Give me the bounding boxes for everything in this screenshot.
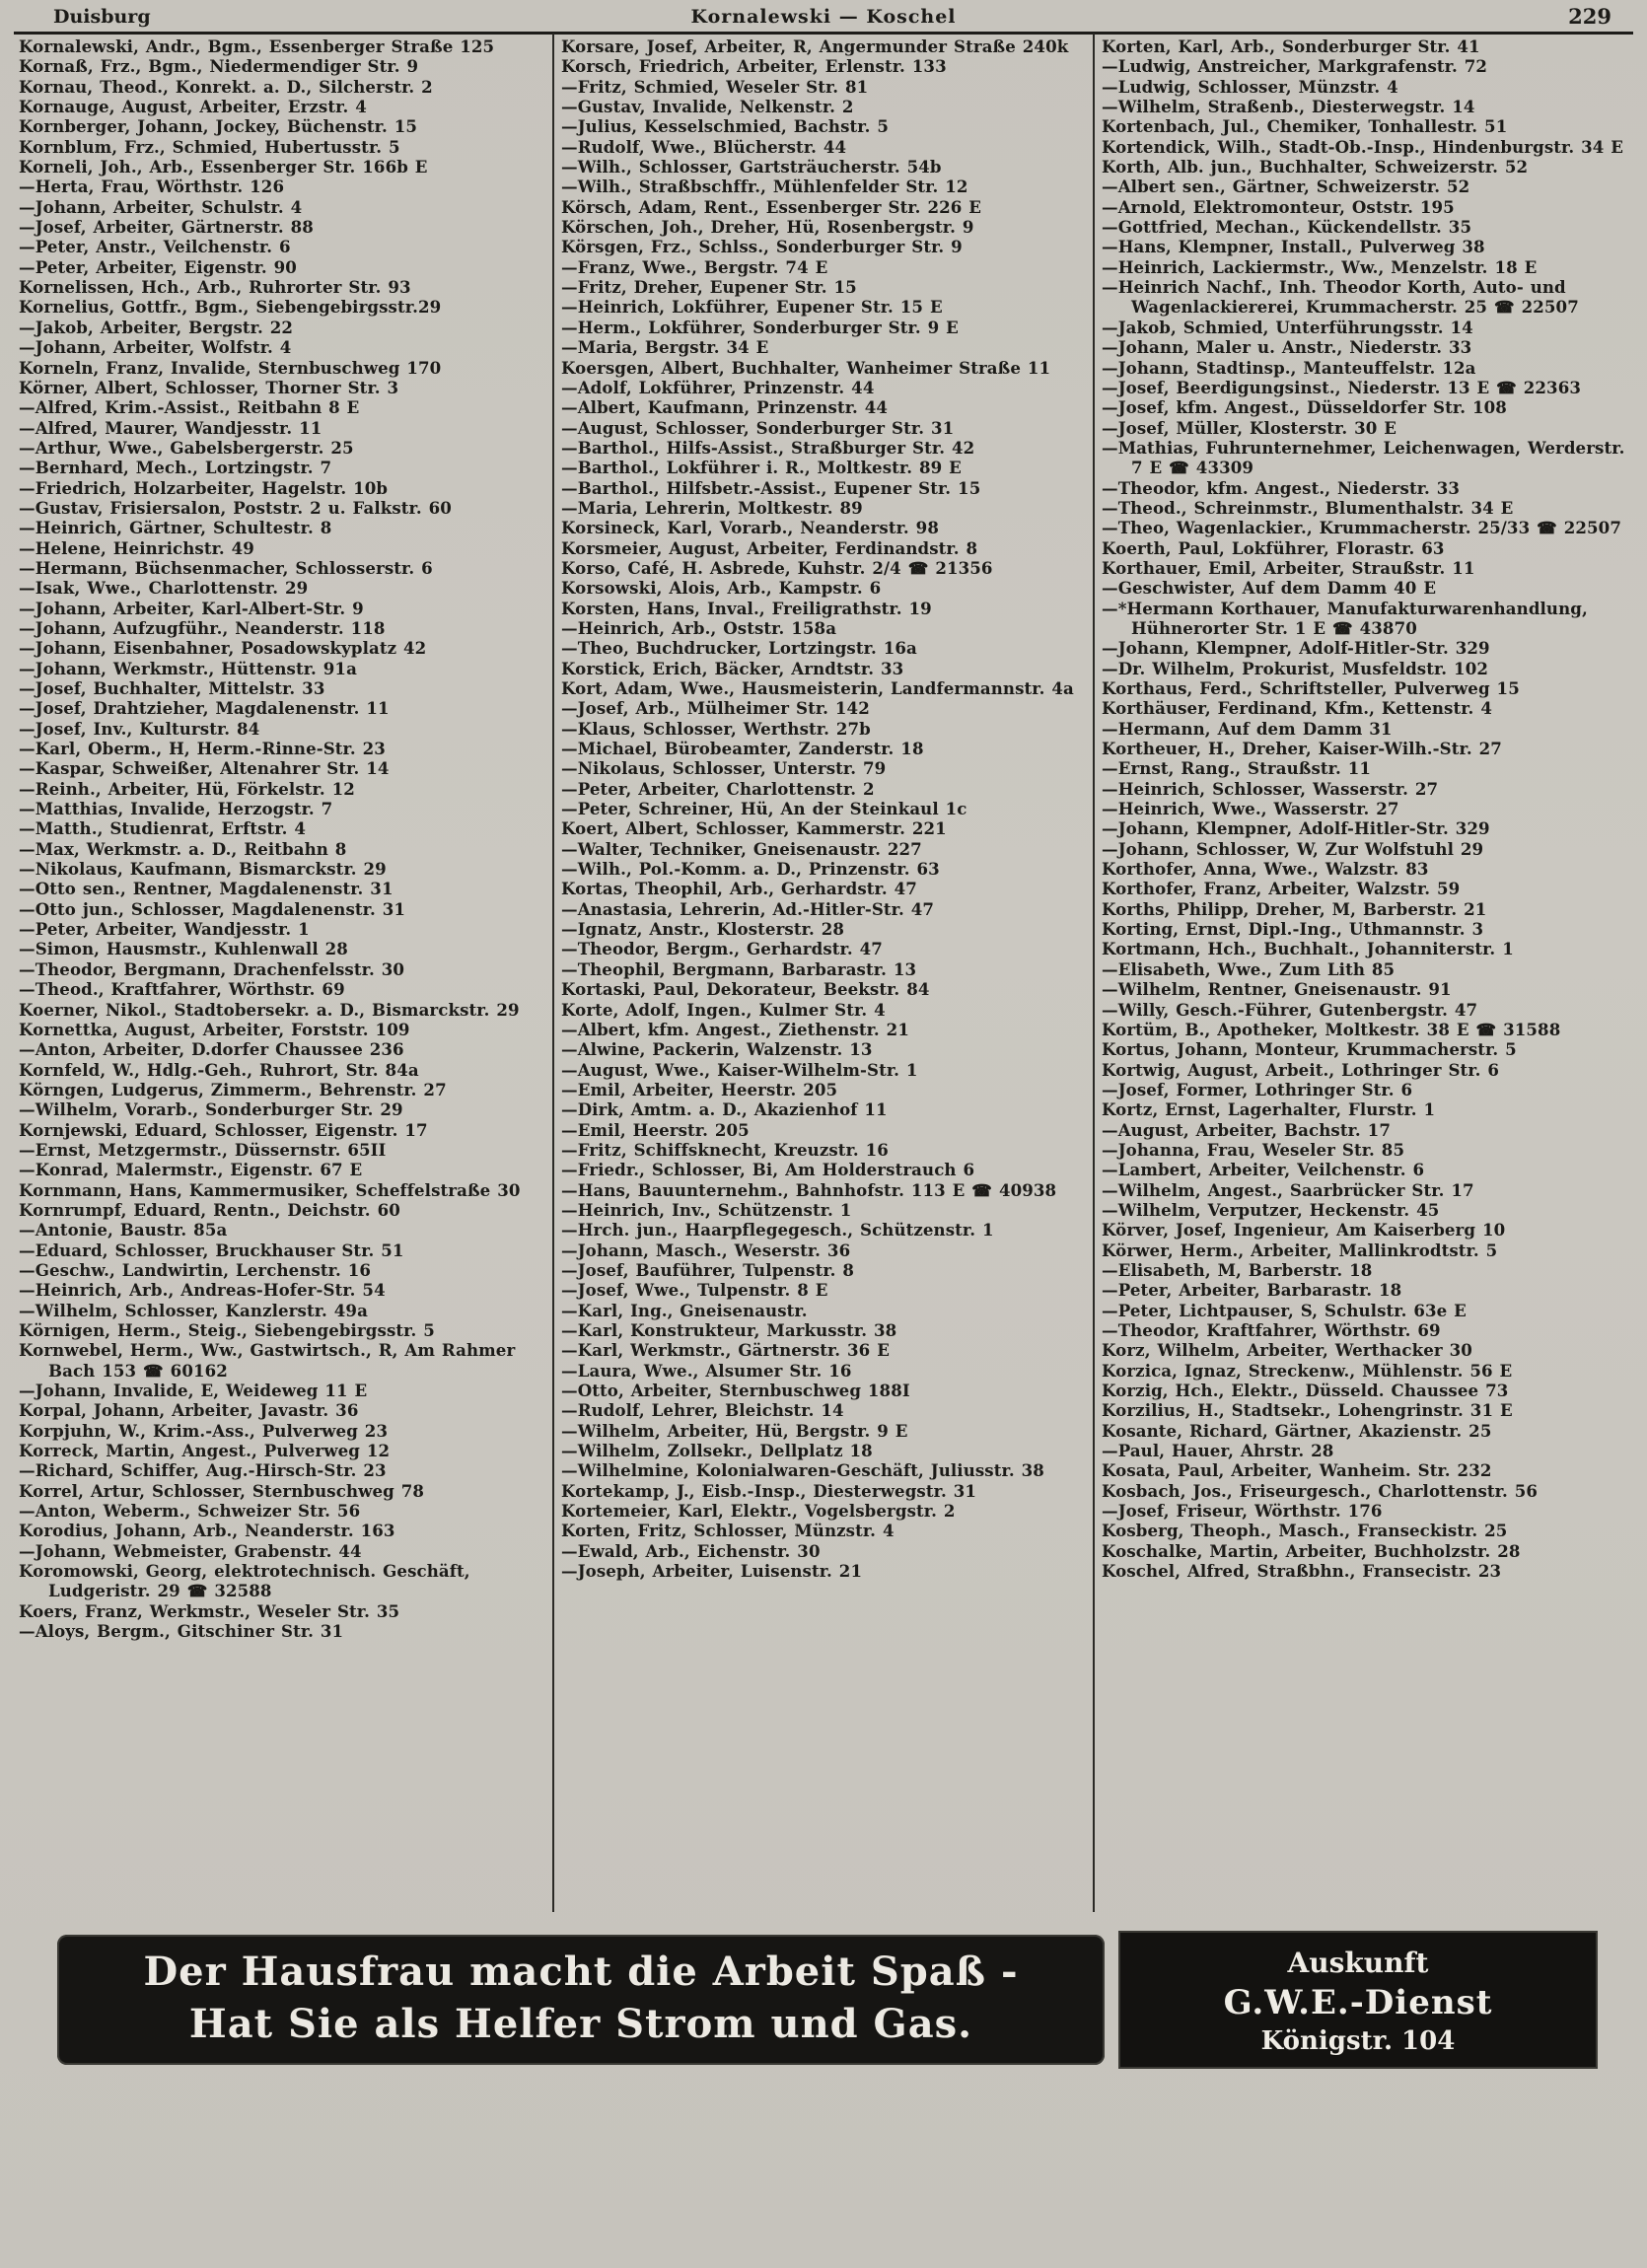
directory-entry: —Maria, Bergstr. 34 E — [561, 337, 769, 358]
directory-entry: —Barthol., Lokführer i. R., Moltkestr. 89 E — [561, 458, 962, 478]
directory-entry: —Anastasia, Lehrerin, Ad.-Hitler-Str. 47 — [561, 898, 935, 919]
directory-entry: Korsowski, Alois, Arb., Kampstr. 6 — [561, 578, 882, 599]
directory-entry: —Johann, Maler u. Anstr., Niederstr. 33 — [1102, 337, 1472, 358]
directory-entry: —Elisabeth, Wwe., Zum Lith 85 — [1102, 958, 1396, 979]
directory-entry: —Josef, Arbeiter, Gärtnerstr. 88 — [19, 217, 314, 238]
directory-entry: —Simon, Hausmstr., Kuhlenwall 28 — [19, 939, 348, 959]
directory-entry: —Isak, Wwe., Charlottenstr. 29 — [19, 578, 309, 599]
directory-entry: Korthofer, Anna, Wwe., Walzstr. 83 — [1102, 859, 1429, 880]
directory-entry: —Alfred, Maurer, Wandjesstr. 11 — [19, 417, 322, 438]
directory-entry: —Wilhelm, Schlosser, Kanzlerstr. 49a — [19, 1300, 368, 1320]
directory-entry: —Josef, Arb., Mülheimer Str. 142 — [561, 698, 870, 719]
directory-entry: —Theodor, Bergmann, Drachenfelsstr. 30 — [19, 958, 404, 979]
directory-entry: —Otto sen., Rentner, Magdalenenstr. 31 — [19, 879, 394, 899]
directory-entry: Kortaski, Paul, Dekorateur, Beekstr. 84 — [561, 979, 930, 1000]
directory-entry: —Geschw., Landwirtin, Lerchenstr. 16 — [19, 1259, 372, 1280]
directory-entry: —Hans, Bauunternehm., Bahnhofstr. 113 E ☎ 40938 — [561, 1179, 1057, 1200]
directory-entry: Körsch, Adam, Rent., Essenberger Str. 226 E — [561, 196, 982, 217]
directory-entry: Kortekamp, J., Eisb.-Insp., Diesterwegstr. 31 — [561, 1480, 976, 1501]
directory-entry: Kortas, Theophil, Arb., Gerhardstr. 47 — [561, 879, 917, 899]
directory-entry: —Johann, Webmeister, Grabenstr. 44 — [19, 1540, 362, 1561]
directory-entry: —Karl, Konstrukteur, Markusstr. 38 — [561, 1320, 897, 1340]
directory-entry: —Peter, Lichtpauser, S, Schulstr. 63e E — [1102, 1300, 1467, 1320]
directory-entry: —*Hermann Korthauer, Manufakturwarenhandlung, Hühnerorter Str. 1 E ☎ 43870 — [1102, 598, 1588, 638]
directory-entry: —Emil, Heerstr. 205 — [561, 1119, 750, 1140]
directory-entry: —Peter, Arbeiter, Wandjesstr. 1 — [19, 919, 310, 940]
directory-entry: —Wilh., Schlosser, Gartsträucherstr. 54b — [561, 157, 942, 177]
directory-entry: Korso, Café, H. Asbrede, Kuhstr. 2/4 ☎ 21356 — [561, 557, 993, 578]
directory-entry: —Wilhelm, Rentner, Gneisenaustr. 91 — [1102, 979, 1452, 1000]
directory-entry: Koerner, Nikol., Stadtobersekr. a. D., Bismarckstr. 29 — [19, 999, 520, 1020]
directory-entry: —Ludwig, Schlosser, Münzstr. 4 — [1102, 76, 1398, 97]
directory-entry: Korthauer, Emil, Arbeiter, Straußstr. 11 — [1102, 557, 1475, 578]
directory-entry: —Wilhelm, Straßenb., Diesterwegstr. 14 — [1102, 97, 1475, 117]
directory-entry: —Heinrich, Wwe., Wasserstr. 27 — [1102, 799, 1399, 819]
directory-entry: —Otto, Arbeiter, Sternbuschweg 188I — [561, 1381, 910, 1401]
directory-entry: —Theophil, Bergmann, Barbarastr. 13 — [561, 958, 917, 979]
directory-entry: —Arthur, Wwe., Gabelsbergerstr. 25 — [19, 437, 354, 458]
directory-entry: Kornrumpf, Eduard, Rentn., Deichstr. 60 — [19, 1199, 400, 1220]
directory-entry: —Friedrich, Holzarbeiter, Hagelstr. 10b — [19, 477, 389, 498]
directory-entry: —Fritz, Dreher, Eupener Str. 15 — [561, 277, 857, 298]
directory-entry: Kosata, Paul, Arbeiter, Wanheim. Str. 232 — [1102, 1460, 1492, 1481]
directory-entry: Korsineck, Karl, Vorarb., Neanderstr. 98 — [561, 518, 939, 538]
directory-entry: Korstick, Erich, Bäcker, Arndtstr. 33 — [561, 658, 904, 678]
directory-entry: —Maria, Lehrerin, Moltkestr. 89 — [561, 497, 863, 518]
directory-entry: —Mathias, Fuhrunternehmer, Leichenwagen, Werderstr. 7 E ☎ 43309 — [1102, 437, 1625, 478]
directory-entry: —Arnold, Elektromonteur, Oststr. 195 — [1102, 196, 1455, 217]
directory-entry: —Josef, Buchhalter, Mittelstr. 33 — [19, 678, 325, 698]
directory-entry: —Alfred, Krim.-Assist., Reitbahn 8 E — [19, 397, 360, 418]
directory-entry: —Herm., Lokführer, Sonderburger Str. 9 E — [561, 317, 959, 337]
directory-entry: Kornwebel, Herm., Ww., Gastwirtsch., R, Am Rahmer Bach 153 ☎ 60162 — [19, 1340, 516, 1381]
directory-entry: —Peter, Schreiner, Hü, An der Steinkaul 1c — [561, 799, 967, 819]
directory-entry: Korthaus, Ferd., Schriftsteller, Pulverweg 15 — [1102, 678, 1520, 698]
advertisement-banner — [57, 1935, 1105, 2065]
directory-entry: Korsmeier, August, Arbeiter, Ferdinandstr. 8 — [561, 537, 978, 558]
directory-entry: —Gustav, Frisiersalon, Poststr. 2 u. Falkstr. 60 — [19, 497, 452, 518]
directory-entry: —Karl, Ing., Gneisenaustr. — [561, 1300, 808, 1320]
directory-entry: Korte, Adolf, Ingen., Kulmer Str. 4 — [561, 999, 886, 1020]
directory-entry: —Otto jun., Schlosser, Magdalenenstr. 31 — [19, 898, 406, 919]
directory-entry: —Theod., Kraftfahrer, Wörthstr. 69 — [19, 979, 345, 1000]
directory-entry: —Joseph, Arbeiter, Luisenstr. 21 — [561, 1561, 863, 1582]
directory-entry: Korodius, Johann, Arb., Neanderstr. 163 — [19, 1521, 395, 1541]
directory-entry: —Johann, Schlosser, W, Zur Wolfstuhl 29 — [1102, 838, 1484, 859]
ad-info-address: Königstr. 104 — [1260, 2026, 1456, 2056]
directory-entry: Kornjewski, Eduard, Schlosser, Eigenstr. 17 — [19, 1119, 428, 1140]
directory-entry: Körschen, Joh., Dreher, Hü, Rosenbergstr. 9 — [561, 217, 974, 238]
page-header — [14, 6, 1633, 35]
directory-entry: —Heinrich Nachf., Inh. Theodor Korth, Auto- und Wagenlackiererei, Krummacherstr. 25 ☎ 22507 — [1102, 277, 1579, 318]
directory-entry: —Johanna, Frau, Weseler Str. 85 — [1102, 1139, 1405, 1160]
directory-entry: —Johann, Klempner, Adolf-Hitler-Str. 329 — [1102, 818, 1490, 839]
directory-entry: —Josef, Beerdigungsinst., Niederstr. 13 E ☎ 22363 — [1102, 377, 1581, 397]
directory-entry: —Heinrich, Schlosser, Wasserstr. 27 — [1102, 778, 1439, 799]
directory-entry: Korzig, Hch., Elektr., Düsseld. Chaussee 73 — [1102, 1381, 1509, 1401]
directory-entry: —Peter, Anstr., Veilchenstr. 6 — [19, 237, 291, 257]
directory-entry: —Johann, Aufzugführ., Neanderstr. 118 — [19, 617, 386, 638]
directory-entry: —Fritz, Schiffsknecht, Kreuzstr. 16 — [561, 1139, 889, 1160]
directory-entry: —Max, Werkmstr. a. D., Reitbahn 8 — [19, 838, 347, 859]
directory-entry: —Dirk, Amtm. a. D., Akazienhof 11 — [561, 1099, 888, 1120]
directory-entry: —Barthol., Hilfs-Assist., Straßburger Str. 42 — [561, 437, 975, 458]
directory-entry: Kosante, Richard, Gärtner, Akazienstr. 25 — [1102, 1420, 1492, 1441]
directory-entry: —Johann, Werkmstr., Hüttenstr. 91a — [19, 658, 357, 678]
directory-entry: —Johann, Eisenbahner, Posadowskyplatz 42 — [19, 638, 427, 659]
directory-entry: —Kaspar, Schweißer, Altenahrer Str. 14 — [19, 758, 390, 779]
directory-entry: —Josef, Drahtzieher, Magdalenenstr. 11 — [19, 698, 390, 719]
directory-entry: Korpal, Johann, Arbeiter, Javastr. 36 — [19, 1400, 359, 1421]
directory-entry: —Rudolf, Lehrer, Bleichstr. 14 — [561, 1400, 844, 1421]
directory-entry: Korzilius, H., Stadtsekr., Lohengrinstr. 31 E — [1102, 1400, 1513, 1421]
directory-entry: Kortus, Johann, Monteur, Krummacherstr. 5 — [1102, 1039, 1517, 1060]
directory-entry: Kornettka, August, Arbeiter, Forststr. 109 — [19, 1019, 410, 1039]
directory-entry: Korpjuhn, W., Krim.-Ass., Pulverweg 23 — [19, 1420, 389, 1441]
directory-entry: Korsten, Hans, Inval., Freiligrathstr. 19 — [561, 598, 932, 618]
directory-entry: —Wilhelm, Zollsekr., Dellplatz 18 — [561, 1441, 873, 1461]
directory-entry: —Theo, Wagenlackier., Krummacherstr. 25/33 ☎ 22507 — [1102, 518, 1621, 538]
directory-entry: Koromowski, Georg, elektrotechnisch. Geschäft, Ludgeristr. 29 ☎ 32588 — [19, 1561, 470, 1601]
directory-entry: —Antonie, Baustr. 85a — [19, 1220, 228, 1240]
directory-entry: Körnigen, Herm., Steig., Siebengebirgsstr. 5 — [19, 1320, 435, 1340]
directory-entry: —Albert sen., Gärtner, Schweizerstr. 52 — [1102, 177, 1470, 197]
ad-line-2: Hat Sie als Helfer Strom und Gas. — [188, 2001, 973, 2047]
directory-entry: —Geschwister, Auf dem Damm 40 E — [1102, 578, 1437, 599]
directory-entry: Korneln, Franz, Invalide, Sternbuschweg 170 — [19, 357, 442, 378]
directory-entry: Kortheuer, H., Dreher, Kaiser-Wilh.-Str. 27 — [1102, 739, 1502, 759]
directory-entry: —Johann, Invalide, E, Weideweg 11 E — [19, 1381, 368, 1401]
directory-entry: Kornmann, Hans, Kammermusiker, Scheffelstraße 30 — [19, 1179, 521, 1200]
directory-entry: —Wilh., Pol.-Komm. a. D., Prinzenstr. 63 — [561, 859, 940, 880]
directory-entry: Koers, Franz, Werkmstr., Weseler Str. 35 — [19, 1600, 400, 1621]
directory-column-2 — [552, 34, 1093, 1912]
directory-entry: —Johann, Arbeiter, Karl-Albert-Str. 9 — [19, 598, 364, 618]
directory-entry: Korrel, Artur, Schlosser, Sternbuschweg 78 — [19, 1480, 425, 1501]
directory-entry: —Anton, Arbeiter, D.dorfer Chaussee 236 — [19, 1039, 404, 1060]
directory-entry: —Theodor, Kraftfahrer, Wörthstr. 69 — [1102, 1320, 1441, 1340]
directory-entry: Korzica, Ignaz, Streckenw., Mühlenstr. 56 E — [1102, 1360, 1513, 1381]
directory-entry: —Michael, Bürobeamter, Zanderstr. 18 — [561, 739, 924, 759]
directory-entry: —Theod., Schreinmstr., Blumenthalstr. 34 E — [1102, 497, 1514, 518]
directory-entry: —Paul, Hauer, Ahrstr. 28 — [1102, 1441, 1334, 1461]
directory-entry: —Nikolaus, Schlosser, Unterstr. 79 — [561, 758, 887, 779]
directory-entry: Kortmann, Hch., Buchhalt., Johanniterstr. 1 — [1102, 939, 1514, 959]
directory-entry: —Heinrich, Inv., Schützenstr. 1 — [561, 1199, 852, 1220]
directory-entry: —Adolf, Lokführer, Prinzenstr. 44 — [561, 377, 875, 397]
directory-entry: —Peter, Arbeiter, Barbarastr. 18 — [1102, 1280, 1402, 1301]
directory-entry: —Heinrich, Arb., Andreas-Hofer-Str. 54 — [19, 1280, 386, 1301]
directory-entry: Korz, Wilhelm, Arbeiter, Werthacker 30 — [1102, 1340, 1472, 1361]
directory-entry: Korths, Philipp, Dreher, M, Barberstr. 21 — [1102, 898, 1487, 919]
directory-entry: —Wilh., Straßbschffr., Mühlenfelder Str. 12 — [561, 177, 968, 197]
directory-entry: —Ludwig, Anstreicher, Markgrafenstr. 72 — [1102, 56, 1488, 77]
ad-info-name: G.W.E.-Dienst — [1223, 1983, 1493, 2022]
directory-entry: Korten, Karl, Arb., Sonderburger Str. 41 — [1102, 36, 1480, 56]
directory-entry: Koert, Albert, Schlosser, Kammerstr. 221 — [561, 818, 947, 839]
directory-entry: —Anton, Weberm., Schweizer Str. 56 — [19, 1501, 361, 1522]
directory-entry: —Theo, Buchdrucker, Lortzingstr. 16a — [561, 638, 917, 659]
directory-entry: Kortendick, Wilh., Stadt-Ob.-Insp., Hindenburgstr. 34 E — [1102, 136, 1624, 157]
directory-entry: —Hrch. jun., Haarpflegegesch., Schützenstr. 1 — [561, 1220, 994, 1240]
directory-entry: Korten, Fritz, Schlosser, Münzstr. 4 — [561, 1521, 895, 1541]
directory-entry: —Jakob, Arbeiter, Bergstr. 22 — [19, 317, 294, 337]
directory-entry: —Nikolaus, Kaufmann, Bismarckstr. 29 — [19, 859, 387, 880]
directory-entry: —Heinrich, Lackiermstr., Ww., Menzelstr. 18 E — [1102, 256, 1538, 277]
directory-entry: —Wilhelmine, Kolonialwaren-Geschäft, Juliusstr. 38 — [561, 1460, 1044, 1481]
directory-entry: —August, Arbeiter, Bachstr. 17 — [1102, 1119, 1391, 1140]
directory-entry: —Dr. Wilhelm, Prokurist, Musfeldstr. 102 — [1102, 658, 1488, 678]
directory-entry: —Josef, Wwe., Tulpenstr. 8 E — [561, 1280, 828, 1301]
directory-entry: —Karl, Werkmstr., Gärtnerstr. 36 E — [561, 1340, 890, 1361]
directory-entry: —Helene, Heinrichstr. 49 — [19, 537, 254, 558]
directory-entry: —Albert, kfm. Angest., Ziethenstr. 21 — [561, 1019, 909, 1039]
directory-entry: —Heinrich, Lokführer, Eupener Str. 15 E — [561, 297, 943, 318]
directory-entry: —Heinrich, Arb., Oststr. 158a — [561, 617, 837, 638]
directory-entry: —Heinrich, Gärtner, Schultestr. 8 — [19, 518, 332, 538]
directory-entry: Körwer, Herm., Arbeiter, Mallinkrodtstr. 5 — [1102, 1240, 1498, 1260]
directory-entry: —Josef, Inv., Kulturstr. 84 — [19, 718, 260, 739]
directory-entry: Koerth, Paul, Lokführer, Florastr. 63 — [1102, 537, 1445, 558]
directory-entry: —Wilhelm, Angest., Saarbrücker Str. 17 — [1102, 1179, 1474, 1200]
advertisement-info-box — [1118, 1931, 1598, 2069]
directory-entry: Korneli, Joh., Arb., Essenberger Str. 166b E — [19, 157, 428, 177]
directory-entry: Kornaß, Frz., Bgm., Niedermendiger Str. 9 — [19, 56, 419, 77]
directory-entry: —Bernhard, Mech., Lortzingstr. 7 — [19, 458, 332, 478]
directory-entry: Kortüm, B., Apotheker, Moltkestr. 38 E ☎ 31588 — [1102, 1019, 1561, 1039]
directory-entry: Körsgen, Frz., Schlss., Sonderburger Str. 9 — [561, 237, 963, 257]
directory-entry: —Johann, Stadtinsp., Manteuffelstr. 12a — [1102, 357, 1476, 378]
directory-entry: —Barthol., Hilfsbetr.-Assist., Eupener Str. 15 — [561, 477, 981, 498]
ad-info-title: Auskunft — [1287, 1947, 1429, 1979]
directory-entry: —Hans, Klempner, Install., Pulverweg 38 — [1102, 237, 1485, 257]
directory-entry: —Josef, kfm. Angest., Düsseldorfer Str. 108 — [1102, 397, 1507, 418]
directory-entry: Kornberger, Johann, Jockey, Büchenstr. 15 — [19, 116, 418, 137]
directory-entry: Kortemeier, Karl, Elektr., Vogelsbergstr. 2 — [561, 1501, 956, 1522]
directory-entry: Korting, Ernst, Dipl.-Ing., Uthmannstr. 3 — [1102, 919, 1484, 940]
directory-entry: Kornalewski, Andr., Bgm., Essenberger Straße 125 — [19, 36, 495, 56]
directory-entry: Koersgen, Albert, Buchhalter, Wanheimer Straße 11 — [561, 357, 1051, 378]
directory-entry: —Matth., Studienrat, Erftstr. 4 — [19, 818, 307, 839]
directory-entry: —Josef, Bauführer, Tulpenstr. 8 — [561, 1259, 855, 1280]
page-number: 229 — [1568, 4, 1611, 29]
directory-entry: —Willy, Gesch.-Führer, Gutenbergstr. 47 — [1102, 999, 1478, 1020]
directory-entry: —Ernst, Rang., Straußstr. 11 — [1102, 758, 1372, 779]
directory-entry: —Wilhelm, Verputzer, Heckenstr. 45 — [1102, 1199, 1440, 1220]
directory-entry: Korreck, Martin, Angest., Pulverweg 12 — [19, 1441, 391, 1461]
directory-entry: Körngen, Ludgerus, Zimmerm., Behrenstr. 27 — [19, 1079, 447, 1099]
directory-entry: Kort, Adam, Wwe., Hausmeisterin, Landfermannstr. 4a — [561, 678, 1074, 698]
directory-entry: —Laura, Wwe., Alsumer Str. 16 — [561, 1360, 852, 1381]
directory-entry: Kortz, Ernst, Lagerhalter, Flurstr. 1 — [1102, 1099, 1436, 1120]
directory-entry: —Friedr., Schlosser, Bi, Am Holderstrauch 6 — [561, 1160, 975, 1180]
directory-entry: Kosbach, Jos., Friseurgesch., Charlottenstr. 56 — [1102, 1480, 1539, 1501]
directory-entry: —Peter, Arbeiter, Charlottenstr. 2 — [561, 778, 875, 799]
directory-entry: —Matthias, Invalide, Herzogstr. 7 — [19, 799, 333, 819]
directory-entry: Korthäuser, Ferdinand, Kfm., Kettenstr. 4 — [1102, 698, 1492, 719]
directory-entry: —Klaus, Schlosser, Werthstr. 27b — [561, 718, 871, 739]
directory-entry: Koschalke, Martin, Arbeiter, Buchholzstr. 28 — [1102, 1540, 1521, 1561]
directory-entry: —Johann, Arbeiter, Wolfstr. 4 — [19, 337, 292, 358]
directory-entry: —Theodor, kfm. Angest., Niederstr. 33 — [1102, 477, 1461, 498]
directory-entry: Körver, Josef, Ingenieur, Am Kaiserberg 10 — [1102, 1220, 1506, 1240]
directory-entry: —Herta, Frau, Wörthstr. 126 — [19, 177, 285, 197]
directory-entry: Kortenbach, Jul., Chemiker, Tonhallestr. 51 — [1102, 116, 1508, 137]
directory-entry: —Johann, Klempner, Adolf-Hitler-Str. 329 — [1102, 638, 1490, 659]
directory-entry: —Peter, Arbeiter, Eigenstr. 90 — [19, 256, 297, 277]
directory-entry: —August, Wwe., Kaiser-Wilhelm-Str. 1 — [561, 1059, 918, 1080]
directory-column-3 — [1093, 34, 1633, 1912]
directory-entry: Kornauge, August, Arbeiter, Erzstr. 4 — [19, 97, 367, 117]
directory-entry: —Theodor, Bergm., Gerhardstr. 47 — [561, 939, 883, 959]
directory-entry: —Wilhelm, Vorarb., Sonderburger Str. 29 — [19, 1099, 403, 1120]
directory-entry: —Walter, Techniker, Gneisenaustr. 227 — [561, 838, 922, 859]
directory-entry: —Gottfried, Mechan., Kückendellstr. 35 — [1102, 217, 1472, 238]
directory-entry: —Richard, Schiffer, Aug.-Hirsch-Str. 23 — [19, 1460, 387, 1481]
directory-entry: —Ewald, Arb., Eichenstr. 30 — [561, 1540, 821, 1561]
directory-entry: —Emil, Arbeiter, Heerstr. 205 — [561, 1079, 838, 1099]
directory-entry: —Elisabeth, M, Barberstr. 18 — [1102, 1259, 1373, 1280]
directory-entry: Körner, Albert, Schlosser, Thorner Str. 3 — [19, 377, 399, 397]
directory-entry: —Josef, Müller, Klosterstr. 30 E — [1102, 417, 1397, 438]
directory-entry: Korsare, Josef, Arbeiter, R, Angermunder Straße 240k — [561, 36, 1069, 56]
directory-entry: Kornblum, Frz., Schmied, Hubertusstr. 5 — [19, 136, 400, 157]
directory-entry: —Franz, Wwe., Bergstr. 74 E — [561, 256, 828, 277]
directory-entry: —Jakob, Schmied, Unterführungsstr. 14 — [1102, 317, 1473, 337]
directory-entry: —Hermann, Büchsenmacher, Schlosserstr. 6 — [19, 557, 433, 578]
directory-column-1 — [12, 34, 552, 1912]
directory-entry: —Eduard, Schlosser, Bruckhauser Str. 51 — [19, 1240, 404, 1260]
directory-entry: —Karl, Oberm., H, Herm.-Rinne-Str. 23 — [19, 739, 386, 759]
directory-entry: —Gustav, Invalide, Nelkenstr. 2 — [561, 97, 854, 117]
directory-entry: —Konrad, Malermstr., Eigenstr. 67 E — [19, 1160, 363, 1180]
directory-entry: —Josef, Friseur, Wörthstr. 176 — [1102, 1501, 1383, 1522]
directory-entry: —Lambert, Arbeiter, Veilchenstr. 6 — [1102, 1160, 1425, 1180]
directory-entry: —August, Schlosser, Sonderburger Str. 31 — [561, 417, 955, 438]
directory-entry: —Albert, Kaufmann, Prinzenstr. 44 — [561, 397, 889, 418]
directory-entry: —Julius, Kesselschmied, Bachstr. 5 — [561, 116, 889, 137]
directory-entry: —Hermann, Auf dem Damm 31 — [1102, 718, 1393, 739]
directory-entry: —Aloys, Bergm., Gitschiner Str. 31 — [19, 1621, 344, 1642]
directory-entry: Kornau, Theod., Konrekt. a. D., Silcherstr. 2 — [19, 76, 433, 97]
directory-entry: —Alwine, Packerin, Walzenstr. 13 — [561, 1039, 873, 1060]
directory-entry: Kortwig, August, Arbeit., Lothringer Str. 6 — [1102, 1059, 1500, 1080]
directory-entry: —Ignatz, Anstr., Klosterstr. 28 — [561, 919, 844, 940]
directory-entry: —Johann, Arbeiter, Schulstr. 4 — [19, 196, 303, 217]
directory-entry: Kosberg, Theoph., Masch., Franseckistr. 25 — [1102, 1521, 1508, 1541]
directory-entry: Kornfeld, W., Hdlg.-Geh., Ruhrort, Str. 84a — [19, 1059, 419, 1080]
directory-entry: —Ernst, Metzgermstr., Düssernstr. 65II — [19, 1139, 387, 1160]
directory-entry: Korth, Alb. jun., Buchhalter, Schweizerstr. 52 — [1102, 157, 1529, 177]
directory-entry: —Wilhelm, Arbeiter, Hü, Bergstr. 9 E — [561, 1420, 908, 1441]
directory-entry: Kornelissen, Hch., Arb., Ruhrorter Str. 93 — [19, 277, 411, 298]
directory-entry: —Josef, Former, Lothringer Str. 6 — [1102, 1079, 1413, 1099]
directory-entry: Korthofer, Franz, Arbeiter, Walzstr. 59 — [1102, 879, 1461, 899]
header-name-range: Kornalewski — Koschel — [690, 6, 957, 28]
directory-entry: Korsch, Friedrich, Arbeiter, Erlenstr. 133 — [561, 56, 947, 77]
directory-entry: —Reinh., Arbeiter, Hü, Förkelstr. 12 — [19, 778, 355, 799]
directory-entry: —Fritz, Schmied, Weseler Str. 81 — [561, 76, 869, 97]
directory-entry: —Rudolf, Wwe., Blücherstr. 44 — [561, 136, 847, 157]
directory-entry: —Johann, Masch., Weserstr. 36 — [561, 1240, 851, 1260]
directory-entry: Kornelius, Gottfr., Bgm., Siebengebirgsstr.29 — [19, 297, 442, 318]
directory-columns — [12, 34, 1635, 1912]
ad-line-1: Der Hausfrau macht die Arbeit Spaß - — [143, 1949, 1019, 1995]
header-place: Duisburg — [53, 6, 151, 28]
directory-entry: Koschel, Alfred, Straßbhn., Fransecistr. 23 — [1102, 1561, 1502, 1582]
